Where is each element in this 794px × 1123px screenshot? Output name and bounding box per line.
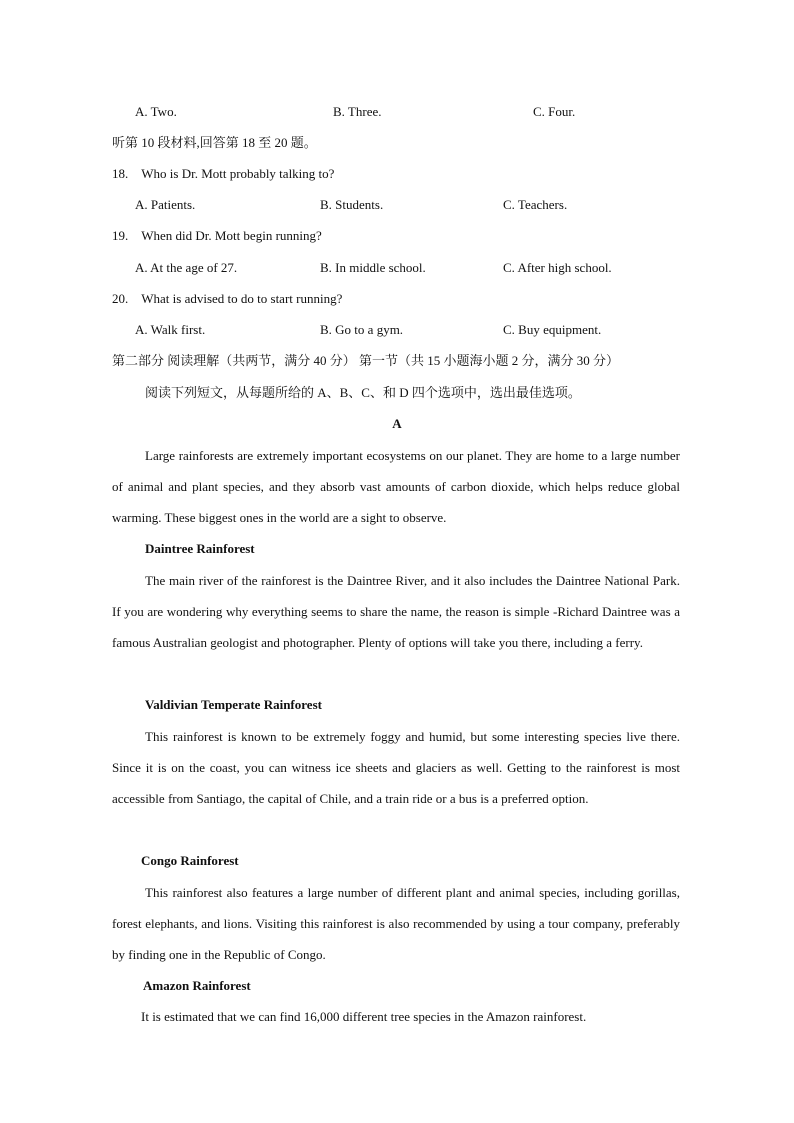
section10-intro: 听第 10 段材料,回答第 18 至 20 题。	[112, 135, 317, 150]
passage-intro: Large rainforests are extremely important ecosystems on our planet. They are home to a large number of animal and plant species, and they absorb vast amounts of carbon dioxide, which helps reduce global warming. These biggest ones in the world are a sight to observe.	[112, 448, 680, 525]
question-text: What is advised to do to start running?	[141, 291, 343, 306]
question-number: 19.	[112, 228, 129, 243]
passage-label: A	[392, 416, 402, 431]
section-title-congo: Congo Rainforest	[141, 853, 239, 868]
section-text-congo: This rainforest also features a large number of different plant and animal species, including gorillas, forest elephants, and lions. Visiting this rainforest is also recommended by using a tour company, preferably by finding one in the Republic of Congo.	[112, 885, 680, 962]
q19-option-b: B. In middle school.	[320, 260, 426, 275]
q18-option-c: C. Teachers.	[503, 197, 568, 212]
q17-option-c: C. Four.	[533, 104, 576, 119]
section-title-daintree: Daintree Rainforest	[145, 541, 255, 556]
section-title-amazon: Amazon Rainforest	[143, 978, 251, 993]
section-text-amazon: It is estimated that we can find 16,000 different tree species in the Amazon rainforest.	[141, 1009, 587, 1024]
section-title-valdivian: Valdivian Temperate Rainforest	[145, 697, 322, 712]
question-20	[112, 291, 342, 307]
q19-option-c: C. After high school.	[503, 260, 612, 275]
question-number: 20.	[112, 291, 129, 306]
part2-heading: 第二部分 阅读理解（共两节，满分 40 分） 第一节（共 15 小题海小题 2 分，满分 30 分）	[112, 353, 620, 368]
question-19	[112, 228, 322, 244]
question-text: Who is Dr. Mott probably talking to?	[141, 166, 335, 181]
part2-instruction: 阅读下列短文，从每题所给的 A、B、C、和 D 四个选项中，选出最佳选项。	[145, 385, 581, 400]
q17-option-b: B. Three.	[333, 104, 382, 119]
q20-option-b: B. Go to a gym.	[320, 322, 404, 337]
q19-option-a: A. At the age of 27.	[135, 260, 238, 275]
q20-option-c: C. Buy equipment.	[503, 322, 602, 337]
q18-option-b: B. Students.	[320, 197, 384, 212]
q18-option-a: A. Patients.	[135, 197, 196, 212]
question-number: 18.	[112, 166, 129, 181]
section-text-valdivian: This rainforest is known to be extremely foggy and humid, but some interesting species live there. Since it is on the coast, you can witness ice sheets and glaciers as well. Getting to the rainforest is most accessible from Santiago, the capital of Chile, and a train ride or a bus is a preferred option.	[112, 729, 680, 806]
section-text-daintree: The main river of the rainforest is the Daintree River, and it also includes the Daintree National Park. If you are wondering why everything seems to share the name, the reason is simple -Richard Daintree was a famous Australian geologist and photographer. Plenty of options will take you there, including a ferry.	[112, 573, 680, 650]
q20-option-a: A. Walk first.	[135, 322, 206, 337]
q17-option-a: A. Two.	[135, 104, 177, 119]
question-text: When did Dr. Mott begin running?	[141, 228, 322, 243]
question-18	[112, 166, 334, 182]
